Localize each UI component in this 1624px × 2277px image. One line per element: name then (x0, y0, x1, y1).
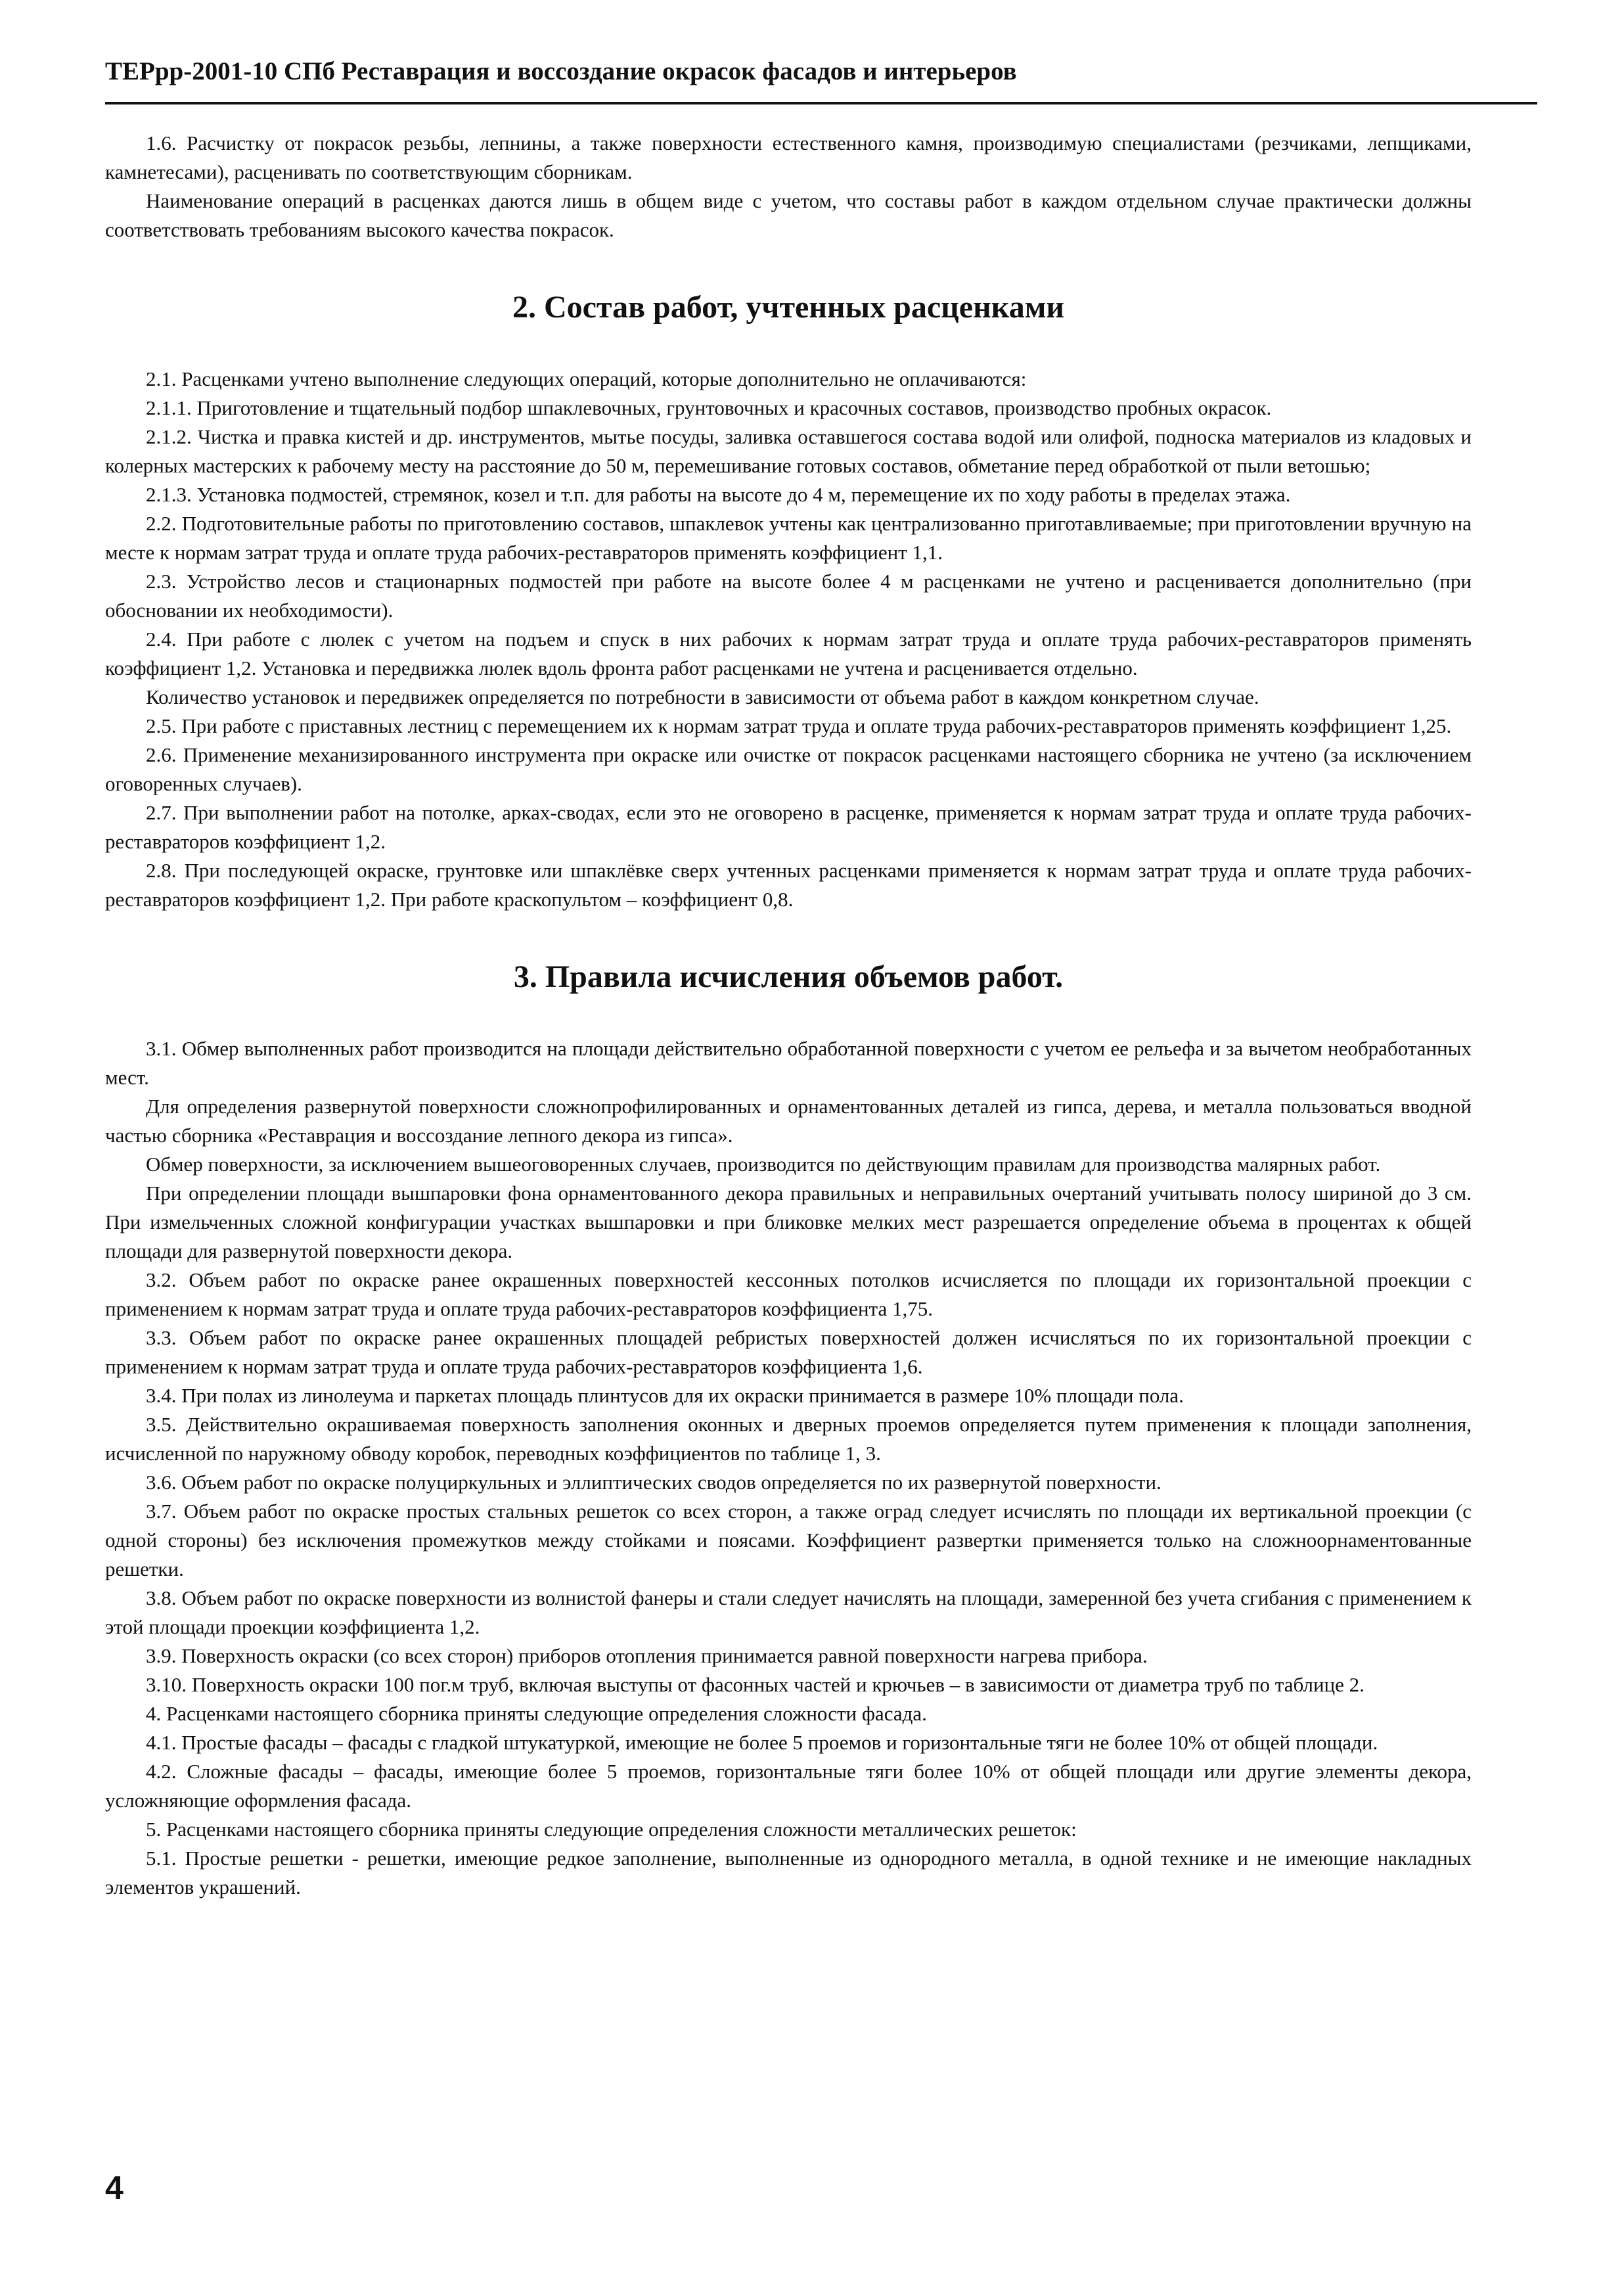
paragraph: 1.6. Расчистку от покрасок резьбы, лепнины, а также поверхности естественного камня, производимую специалистами (резчиками, лепщиками, камнетесами), расценивать по соответствующим сборникам. (105, 131, 1472, 183)
paragraph: 3.5. Действительно окрашиваемая поверхность заполнения оконных и дверных проемов определяется путем применения к площади заполнения, исчисленной по наружному обводу коробок, переводных коэффициентов по таблице 1, 3. (105, 1412, 1472, 1465)
paragraph: 2.6. Применение механизированного инструмента при окраске или очистке от покрасок расценками настоящего сборника не учтено (за исключением оговоренных случаев). (105, 743, 1472, 795)
paragraph: 2.3. Устройство лесов и стационарных подмостей при работе на высоте более 4 м расценками не учтено и расценивается дополнительно (при обосновании их необходимости). (105, 569, 1472, 622)
paragraph: 4. Расценками настоящего сборника приняты следующие определения сложности фасада. (146, 1701, 927, 1725)
paragraph: 3.2. Объем работ по окраске ранее окрашенных поверхностей кессонных потолков исчисляется по площади их горизонтальной проекции с применением к нормам затрат труда и оплате труда рабочих-реставраторов коэффициента 1,75. (105, 1268, 1472, 1320)
paragraph: 2.1.2. Чистка и правка кистей и др. инструментов, мытье посуды, заливка оставшегося состава водой или олифой, подноска материалов из кладовых и колерных мастерских к рабочему месту на расстояние до 50 м, перемешивание готовых составов, обметание перед обработкой от пыли ветошью; (105, 425, 1472, 477)
running-header: ТЕРрр-2001-10 СПб Реставрация и воссоздание окрасок фасадов и интерьеров (105, 58, 1537, 104)
paragraph: 2.1.3. Установка подмостей, стремянок, козел и т.п. для работы на высоте до 4 м, перемещение их по ходу работы в пределах этажа. (146, 482, 1291, 506)
page-number: 4 (105, 2169, 124, 2206)
paragraph: 5. Расценками настоящего сборника приняты следующие определения сложности металлических решеток: (146, 1817, 1077, 1841)
section-3-body (105, 1034, 1472, 1902)
paragraph: 4.2. Сложные фасады – фасады, имеющие более 5 проемов, горизонтальные тяги более 10% от общей площади или другие элементы декора, усложняющие оформления фасада. (105, 1759, 1472, 1812)
paragraph: 2.1.1. Приготовление и тщательный подбор шпаклевочных, грунтовочных и красочных составов, производство пробных окрасок. (146, 396, 1272, 419)
paragraph: 5.1. Простые решетки - решетки, имеющие редкое заполнение, выполненные из однородного металла, в одной технике и не имеющие накладных элементов украшений. (105, 1846, 1472, 1898)
paragraph: 3.9. Поверхность окраски (со всех сторон) приборов отопления принимается равной поверхности нагрева прибора. (146, 1644, 1148, 1667)
paragraph: 4.1. Простые фасады – фасады с гладкой штукатуркой, имеющие не более 5 проемов и горизонтальные тяги не более 10% от общей площади. (146, 1730, 1378, 1754)
paragraph: 2.2. Подготовительные работы по приготовлению составов, шпаклевок учтены как централизованно приготавливаемые; при приготовлении вручную на месте к нормам затрат труда и оплате труда рабочих-реставраторов применять коэффициент 1,1. (105, 511, 1472, 564)
page-content (105, 129, 1472, 1902)
paragraph: 2.7. При выполнении работ на потолке, арках-сводах, если это не оговорено в расценке, применяется к нормам затрат труда и оплате труда рабочих-реставраторов коэффициент 1,2. (105, 800, 1472, 853)
paragraph: 2.5. При работе с приставных лестниц с перемещением их к нормам затрат труда и оплате труда рабочих-реставраторов применять коэффициент 1,25. (146, 714, 1452, 737)
section-2-title: 2. Состав работ, учтенных расценками (512, 290, 1065, 325)
paragraph: 2.1. Расценками учтено выполнение следующих операций, которые дополнительно не оплачиваются: (146, 367, 1027, 390)
paragraph: Наименование операций в расценках даются лишь в общем виде с учетом, что составы работ в каждом отдельном случае практически должны соответствовать требованиям высокого качества покрасок. (105, 189, 1472, 241)
paragraph: При определении площади вышпаровки фона орнаментованного декора правильных и неправильных очертаний учитывать полосу шириной до 3 см. При измельченных сложной конфигурации участках вышпаровки и при бликовке мелких мест разрешается определение объема в процентах к общей площади для развернутой поверхности декора. (105, 1181, 1472, 1262)
paragraph: Количество установок и передвижек определяется по потребности в зависимости от объема работ в каждом конкретном случае. (146, 685, 1259, 708)
intro-block (105, 129, 1472, 244)
paragraph: 2.8. При последующей окраске, грунтовке или шпаклёвке сверх учтенных расценками применяется к нормам затрат труда и оплате труда рабочих-реставраторов коэффициент 1,2. При работе краскопультом – коэффициент 0,8. (105, 858, 1472, 911)
paragraph: 2.4. При работе с люлек с учетом на подъем и спуск в них рабочих к нормам затрат труда и оплате труда рабочих-реставраторов применять коэффициент 1,2. Установка и передвижка люлек вдоль фронта работ расценками не учтена и расценивается отдельно. (105, 627, 1472, 679)
paragraph: 3.7. Объем работ по окраске простых стальных решеток со всех сторон, а также оград следует исчислять по площади их вертикальной проекции (с одной стороны) без исключения промежутков между стойками и поясами. Коэффициент развертки применяется только на сложноорнаментованные решетки. (105, 1499, 1472, 1580)
paragraph: 3.4. При полах из линолеума и паркетах площадь плинтусов для их окраски принимается в размере 10% площади пола. (146, 1383, 1184, 1407)
paragraph: Для определения развернутой поверхности сложнопрофилированных и орнаментованных деталей из гипса, дерева, и металла пользоваться вводной частью сборника «Реставрация и воссоздание лепного декора из гипса». (105, 1094, 1472, 1147)
paragraph: 3.1. Обмер выполненных работ производится на площади действительно обработанной поверхности с учетом ее рельефа и за вычетом необработанных мест. (105, 1036, 1472, 1089)
paragraph: Обмер поверхности, за исключением вышеоговоренных случаев, производится по действующим правилам для производства малярных работ. (146, 1152, 1381, 1176)
section-3-title: 3. Правила исчисления объемов работ. (513, 959, 1064, 994)
paragraph: 3.10. Поверхность окраски 100 пог.м труб, включая выступы от фасонных частей и крючьев – в зависимости от диаметра труб по таблице 2. (146, 1672, 1365, 1696)
paragraph: 3.8. Объем работ по окраске поверхности из волнистой фанеры и стали следует начислять на площади, замеренной без учета сгибания с применением к этой площади проекции коэффициента 1,2. (105, 1586, 1472, 1638)
paragraph: 3.3. Объем работ по окраске ранее окрашенных площадей ребристых поверхностей должен исчисляться по их горизонтальной проекции с применением к нормам затрат труда и оплате труда рабочих-реставраторов коэффициента 1,6. (105, 1325, 1472, 1378)
section-2-body (105, 365, 1472, 914)
paragraph: 3.6. Объем работ по окраске полуциркульных и эллиптических сводов определяется по их развернутой поверхности. (146, 1470, 1162, 1494)
